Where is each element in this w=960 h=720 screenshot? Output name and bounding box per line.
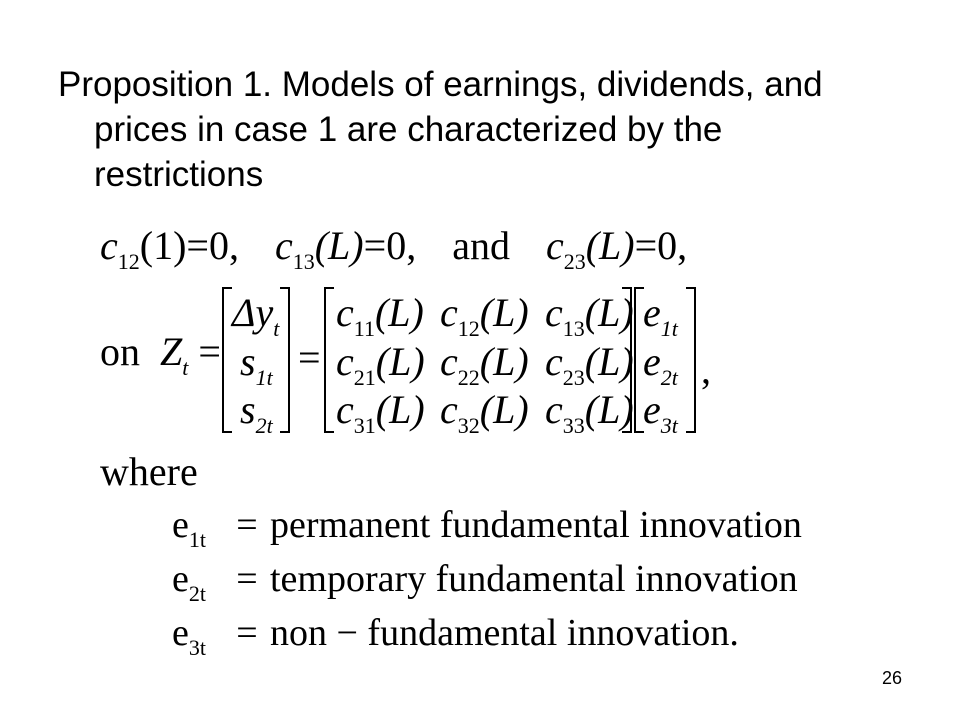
- where-label: where: [100, 449, 198, 494]
- page-number: 26: [881, 668, 902, 688]
- restriction-c13: $c_{13}(L)=0$,: [274, 223, 417, 274]
- on-label: on: [100, 329, 140, 374]
- innovation-e2: $e_{2t}$: [643, 339, 678, 390]
- matrix-c12: $c_{12}(L)$: [440, 290, 529, 341]
- proposition-heading: [58, 62, 918, 197]
- vector-right-bracket: [280, 287, 290, 433]
- matrix-c11: $c_{11}(L)$: [336, 290, 424, 341]
- restrictions-row: [100, 223, 688, 274]
- and-conjunction: and: [452, 223, 510, 268]
- matrix-left-bracket: [324, 287, 334, 433]
- definition-e1t: $e_{1t}$ = permanent fundamental innovation: [172, 504, 802, 552]
- matrix-c31: $c_{31}(L)$: [336, 387, 425, 438]
- heading-line-3: restrictions: [94, 155, 264, 194]
- matrix-c22: $c_{22}(L)$: [440, 339, 529, 390]
- restriction-c12: $c_{12}(1)=0$,: [100, 223, 239, 274]
- vector-left-bracket: [222, 287, 232, 433]
- restriction-c23: $c_{23}(L)=0$,: [545, 223, 688, 274]
- innovation-right-bracket: [686, 287, 696, 433]
- system-trailing-comma: ,: [701, 347, 711, 392]
- definition-e3t: $e_{3t}$ = non − fundamental innovation.: [172, 612, 739, 660]
- matrix-c21: $c_{21}(L)$: [336, 339, 425, 390]
- definition-e2t: $e_{2t}$ = temporary fundamental innovation: [172, 558, 798, 606]
- heading-line-1: Proposition 1. Models of earnings, dividends, and: [58, 65, 823, 104]
- matrix-c13: $c_{13}(L)$: [545, 290, 634, 341]
- matrix-c23: $c_{23}(L)$: [545, 339, 634, 390]
- vector-entry-dy: $\Delta y_t$: [232, 290, 280, 341]
- vector-entry-s1: $s_{1t}$: [240, 339, 273, 390]
- matrix-c32: $c_{32}(L)$: [440, 387, 529, 438]
- zt-lhs: $Z_t$ =: [160, 329, 221, 380]
- heading-line-2: prices in case 1 are characterized by the: [94, 110, 723, 149]
- matrix-c33: $c_{33}(L)$: [545, 387, 634, 438]
- system-equals: =: [298, 335, 321, 380]
- innovation-e1: $e_{1t}$: [643, 290, 678, 341]
- innovation-e3: $e_{3t}$: [643, 387, 678, 438]
- vector-entry-s2: $s_{2t}$: [240, 387, 273, 438]
